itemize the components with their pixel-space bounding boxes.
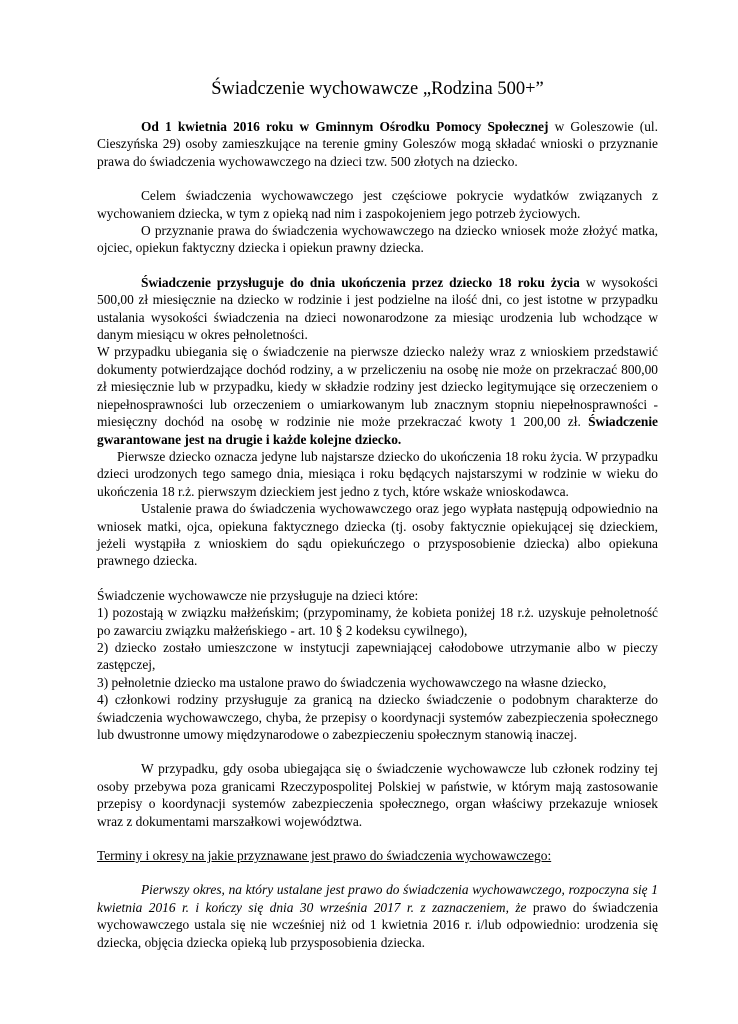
- intro-paragraph: [97, 118, 658, 170]
- intro-text: w Goleszowie (ul. Cieszyńska 29) osoby zamieszkujące na terenie gminy Goleszów mogą składać wnioski o przyznanie prawa do świadczenia wychowawczego na dzieci tzw. 500 złotych na dziecko.: [97, 119, 658, 169]
- amount-text: w wysokości 500,00 zł miesięcznie na dziecko w rodzinie i jest podzielne na ilość dni, co jest istotne w przypadku ustalania wysokości świadczenia na dzieci nowonarodzone za miesiąc urodzenia lub wchodzące w danym miesiącu w okres pełnoletności.: [97, 274, 658, 343]
- intro-bold-text: Od 1 kwietnia 2016 roku w Gminnym Ośrodku Pomocy Społecznej: [141, 119, 549, 134]
- section-heading: [97, 847, 658, 864]
- amount-bold-text: Świadczenie przysługuje do dnia ukończenia przez dziecko 18 roku życia: [141, 274, 580, 290]
- document-body: [97, 78, 658, 951]
- income-text: W przypadku ubiegania się o świadczenie na pierwsze dziecko należy wraz z wnioskiem przedstawić dokumenty potwierdzające dochód rodziny, a w przeliczeniu na osobę nie może on przekraczać 800,00 zł miesięcznie lub w przypadku, kiedy w składzie rodziny jest dziecko legitymujące się orzeczeniem o niepełnosprawności lub orzeczeniem o umiarkowanym lub znacznym stopniu niepełnosprawności - miesięczny dochód na osobę w rodzinie nie może przekraczać kwoty 1 200,00 zł.: [97, 344, 658, 430]
- abroad-paragraph: W przypadku, gdy osoba ubiegająca się o świadczenie wychowawcze lub członek rodziny tej osoby przebywa poza granicami Rzeczypospolitej Polskiej w państwie, w którym mają zastosowanie przepisy o koordynacji systemów zabezpieczenia społecznego, organ właściwy przekazuje wniosek wraz z dokumentami marszałkowi województwa.: [97, 761, 658, 829]
- entitlement-paragraph: Ustalenie prawa do świadczenia wychowawczego oraz jego wypłata następują odpowiednio na wniosek matki, ojca, opiekuna faktycznego dziecka (tj. osoby faktycznie opiekującej się dzieckiem, jeżeli wystąpiła z wnioskiem do sądu opiekuńczego o przysposobienie dziecka) albo opiekuna prawnego dziecka.: [97, 501, 658, 569]
- exclusion-item-2: 2) dziecko zostało umieszczone w instytucji zapewniającej całodobowe utrzymanie albo w pieczy zastępczej,: [97, 639, 658, 673]
- section-heading-text: Terminy i okresy na jakie przyznawane jest prawo do świadczenia wychowawczego:: [97, 848, 552, 864]
- period-paragraph: [97, 881, 658, 951]
- first-child-paragraph: Pierwsze dziecko oznacza jedyne lub najstarsze dziecko do ukończenia 18 roku życia. W przypadku dzieci urodzonych tego samego dnia, miesiąca i roku będących najstarszymi w rodzinie w wieku do ukończenia 18 r.ż. pierwszym dzieckiem jest jedno z tych, które wskaże wnioskodawca.: [97, 448, 658, 499]
- exclusion-item-3: 3) pełnoletnie dziecko ma ustalone prawo do świadczenia wychowawczego na własne dziecko,: [97, 674, 607, 690]
- exclusion-item-4: 4) członkowi rodziny przysługuje za granicą na dziecko świadczenie o podobnym charakterze do świadczenia wychowawczego, chyba, że przepisy o koordynacji systemów zabezpieczenia społecznego lub dwustronne umowy międzynarodowe o zabezpieczeniu społecznym stanowią inaczej.: [97, 692, 658, 742]
- amount-paragraph: [97, 274, 658, 344]
- exclusions-intro: Świadczenie wychowawcze nie przysługuje na dzieci które:: [97, 587, 419, 603]
- exclusion-item-1: 1) pozostają w związku małżeńskim; (przypominamy, że kobieta poniżej 18 r.ż. uzyskuje pełnoletność po zawarciu związku małżeńskiego - art. 10 § 2 kodeksu cywilnego),: [97, 605, 658, 638]
- guarantee-bold-text: Świadczenie gwarantowane jest na drugie i każde kolejne dziecko.: [97, 414, 658, 447]
- applicant-paragraph: O przyznanie prawa do świadczenia wychowawczego na dziecko wniosek może złożyć matka, ojciec, opiekun faktyczny dziecka i opiekun prawny dziecka.: [97, 223, 658, 256]
- period-italic-text: Pierwszy okres, na który ustalane jest prawo do świadczenia wychowawczego, rozpoczyna się 1 kwietnia 2016 r. i kończy się dnia 30 września 2017 r. z zaznaczeniem, że: [97, 882, 658, 915]
- purpose-paragraph: Celem świadczenia wychowawczego jest częściowe pokrycie wydatków związanych z wychowaniem dziecka, w tym z opieką nad nim i zaspokojeniem jego potrzeb życiowych.: [97, 188, 658, 221]
- page-title: Świadczenie wychowawcze „Rodzina 500+”: [211, 79, 544, 99]
- income-paragraph: [97, 343, 658, 447]
- period-text: prawo do świadczenia wychowawczego ustala się nie wcześniej niż od 1 kwietnia 2016 r. i/lub odpowiednio: urodzenia się dziecka, objęcia dziecka opieką lub przysposobienia dziecka.: [97, 899, 659, 950]
